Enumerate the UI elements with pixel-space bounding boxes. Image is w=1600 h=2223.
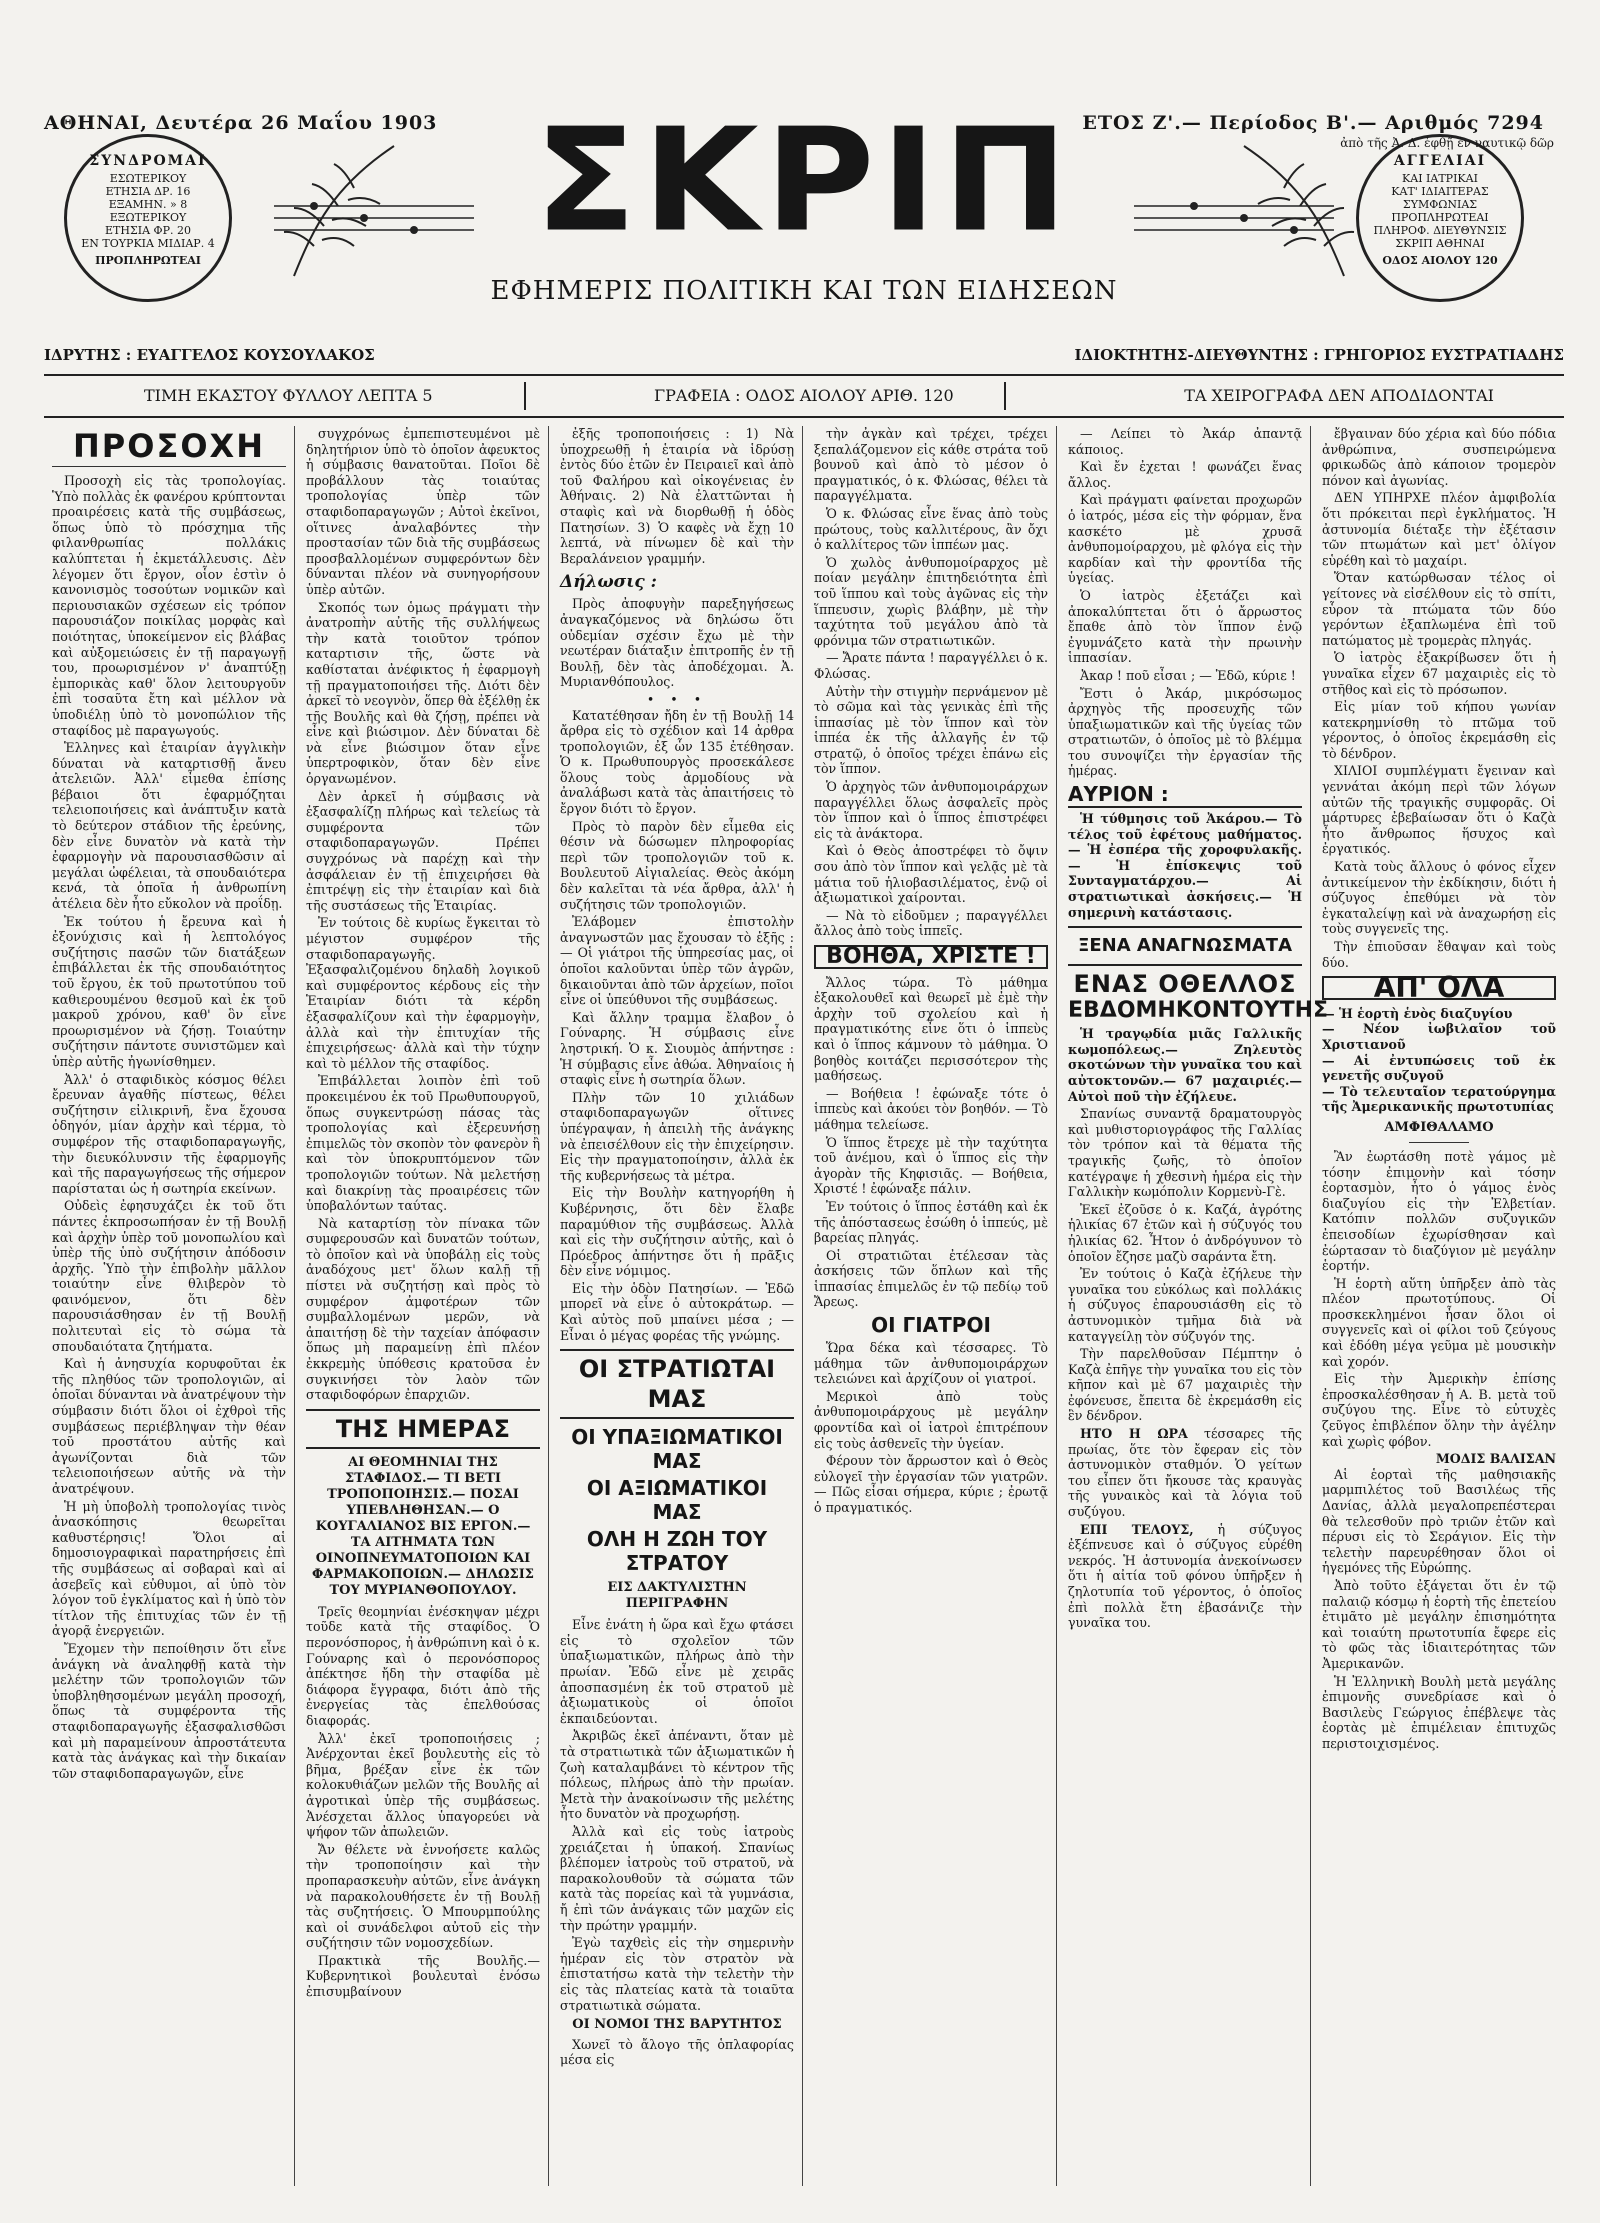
article-heading-from-everything: ΑΠ' ΟΛΑ xyxy=(1322,976,1556,1000)
seal-line: ΕΣΩΤΕΡΙΚΟΥ xyxy=(109,172,187,185)
article-paragraph: — Βοήθεια ! ἐφώναξε τότε ὁ ἱππεὺς καὶ ἀκούει τὸν βοηθόν. — Τὸ μάθημα τελείωσε. xyxy=(814,1085,1048,1132)
column-5 xyxy=(1068,426,1329,2186)
article-paragraph: Ὁ ἰατρὸς ἐξακρίβωσεν ὅτι ἡ γυναῖκα εἶχεν 67 μαχαιριὲς εἰς τὸ στῆθος καὶ εἰς τὸ πρόσωπον. xyxy=(1322,650,1556,697)
article-heading-attention: ΠΡΟΣΟΧΗ xyxy=(52,426,286,467)
article-paragraph: Ἐν τούτοις ὁ Καζὰ ἐζήλευε τὴν γυναῖκα του εὐκόλως καὶ πολλάκις ἡ σύζυγος ἐπαρουσιάσθη εἰς τὸ ἀστυνομικὸν τμῆμα διὰ νὰ καταγγείλῃ τὸν σύζυγόν της. xyxy=(1068,1266,1302,1344)
article-paragraph: Πρακτικὰ τῆς Βουλῆς.— Κυβερνητικοὶ βουλευταὶ ἐνόσω ἐπισυμβαίνουν xyxy=(306,1952,540,2000)
subscriptions-title: ΣΥΝΔΡΟΜΑΙ xyxy=(89,153,207,169)
list-item: — Αἱ ἐντυπώσεις τοῦ ἐκ γενετῆς συζυγοῦ xyxy=(1322,1052,1556,1084)
article-title: ΕΝΑΣ ΟΘΕΛΛΟΣ xyxy=(1073,970,1297,999)
article-paragraph: Πρὸς τὸ παρὸν δὲν εἶμεθα εἰς θέσιν νὰ δώσωμεν πληροφορίας περὶ τῶν τροπολογιῶν τοῦ κ. Βουλευτοῦ Αἰγιαλείας. Θεὸς ἀκόμη δὲν καλεῖται τὰ νέα ἄρθρα, ἀλλ' ἡ συζήτησις τῶν τροπολογιῶν. xyxy=(560,818,794,912)
article-paragraph: Εἰς μίαν τοῦ κήπου γωνίαν κατεκρημνίσθη τὸ πτῶμα τοῦ γέροντος, ὁ ὁποῖος ἐκρεμάσθη εἰς τὸ δένδρον. xyxy=(1322,699,1556,761)
article-paragraph: Νὰ καταρτίσῃ τὸν πίνακα τῶν συμφερουσῶν καὶ δυνατῶν τούτων, τὸ ὁποῖον καὶ νὰ ὑποβάλῃ εἰς τοὺς ἀναδόχους μετ' ὅλων καλῇ τῇ πίστει νὰ συζητήσῃ καὶ πρὸς τὸ συμφέρον ἀμφοτέρων τῶν συμβαλλομένων μερῶν, νὰ ἀπαιτήσῃ δὲ τὴν ταχείαν ἀπόφασιν ὅπως μὴ παραμείνῃ ἐπὶ πλέον ἐκκρεμὴς ὑπόθεσις κρατοῦσα ἐν συγκινήσει τὸν λαὸν τῶν σταφιδοφόρων ἐπαρχιῶν. xyxy=(306,1215,540,1403)
article-heading-tomorrow: ΑΥΡΙΟΝ : xyxy=(1068,782,1302,808)
article-paragraph: Ὁ ἰατρὸς ἐξετάζει καὶ ἀποκαλύπτεται ὅτι ὁ ἄρρωστος ἔπαθε ἀπὸ τὸν ἵππον ἐνῷ ἐγυμνάζετο κατὰ τὴν πρωινὴν ἱππασίαν. xyxy=(1068,587,1302,666)
article-paragraph xyxy=(1068,1426,1302,1520)
article-paragraph: Ἐγὼ ταχθεὶς εἰς τὴν σημερινὴν ἡμέραν εἰς τὸν στρατὸν νὰ ἐπιστατήσω κατὰ τὴν τελετὴν τὴν εἰς τὰς πλατείας κατὰ τὰ τοιαῦτα στρατιωτικὰ σώματα. xyxy=(560,1935,794,2013)
divider xyxy=(44,416,1564,418)
article-paragraph: Τὴν παρελθοῦσαν Πέμπτην ὁ Καζὰ ἐπῆγε τὴν γυναῖκα του εἰς τὸν κῆπον καὶ μὲ 67 μαχαιριὲς τὴν ἐφόνευσε, ἔπειτα δὲ ἐκρεμάσθη εἰς ἓν δένδρον. xyxy=(1068,1346,1302,1424)
article-paragraph: Ἐπιβάλλεται λοιπὸν ἐπὶ τοῦ προκειμένου ἐκ τοῦ Πρωθυπουργοῦ, ὅπως συγκεντρώσῃ πάσας τὰς τροπολογίας καὶ ἐξερευνήσῃ ἐπιμελῶς τὸν σκοπὸν τὸν φανερὸν ἢ καὶ τὸν ὑποκρυπτόμενον τῶν τροπολογιῶν τούτων. Νὰ μελετήσῃ καὶ διακρίνῃ τὰς προαιρέσεις τῶν ὑποβαλόντων ταύτας. xyxy=(306,1073,540,1214)
seal-line: ΠΡΟΠΛΗΡΩΤΕΑΙ xyxy=(1391,211,1489,224)
article-heading-doctors: ΟΙ ΓΙΑΤΡΟΙ xyxy=(871,1313,991,1338)
article-paragraph: Ὁ χωλὸς ἀνθυπομοίραρχος μὲ ποίαν μεγάλην ἐπιτηδειότητα ἐπὶ τοῦ ἵππου καὶ τοὺς ἀγῶνας εἰς τὴν ἵππευσιν, χωρὶς βλάβην, μὲ τὴν ταχύτητα τοῦ μεγάλου ἀπὸ τὰ φρόνιμα τῶν στρατιωτικῶν. xyxy=(814,554,1048,648)
article-paragraph: Οὐδεὶς ἐφησυχάζει ἐκ τοῦ ὅτι πάντες ἐκπροσωπήσαν ἐν τῇ Βουλῇ καὶ ἀρχὴν ὑπὲρ τοῦ μονοπωλίου καὶ ὑπὲρ τῆς ὑπὸ συζήτησιν ἀπόδοσιν ἀρχῆς. Ὑπὸ τὴν ἐπιβολὴν μᾶλλον τοιαύτην εἶνε θλιβερὸν τὸ φαινόμενον, ὅτι δὲν παρουσιάσθησαν ἐν τῇ Βουλῇ πολιτευταὶ εἰς τὸ σώμα τὰ σπουδαιότατα ζητήματα. xyxy=(52,1198,286,1354)
article-paragraph: Καὶ ἡ ἀνησυχία κορυφοῦται ἐκ τῆς πληθύος τῶν τροπολογιῶν, αἱ ὁποῖαι δύνανται νὰ ἀνατρέψουν τὴν σύμβασιν διότι ὅλοι οἱ ἐχθροὶ τῆς συμβάσεως περιέβληψαν τὴν θέαν τοῦ προστάτου αὐτῆς καὶ ἀγωνίζονται διὰ τῶν τελειοποιήσεων αὐτῆς νὰ τὴν ἀνατρέψουν. xyxy=(52,1356,286,1496)
newspaper-page xyxy=(44,96,1564,2186)
seal-line: ΚΑΤ' ΙΔΙΑΙΤΕΡΑΣ xyxy=(1391,185,1489,198)
article-paragraph: Ἀπὸ τοῦτο ἐξάγεται ὅτι ἐν τῷ παλαιῷ κόσμῳ ἡ ἑορτὴ τῆς ἐπετείου ἐτιμᾶτο μὲ μεγάλην ἐπισημότητα καὶ τοιαύτη πρωτοτυπία ἔφερε εἰς τὸ φῶς τὰς ἰδιαιτερότητας τῶν Ἀμερικανῶν. xyxy=(1322,1577,1556,1671)
seal-line: ΣΥΜΦΩΝΙΑΣ xyxy=(1402,198,1478,211)
seal-line: ΕΞΩΤΕΡΙΚΟΥ xyxy=(109,211,187,224)
article-paragraph: Μερικοὶ ἀπὸ τοὺς ἀνθυπομοιράρχους μὲ μεγάλην φροντίδα καὶ οἱ ἰατροὶ ἐπιτρέπουν εἰς τοὺς ἀσθενεῖς τὴν ὑγείαν. xyxy=(814,1388,1048,1451)
article-paragraph: Ὅταν κατώρθωσαν τέλος οἱ γείτονες νὰ εἰσέλθουν εἰς τὸ σπίτι, εὗρον τὰ πτώματα τῶν δύο γερόντων ἐξαπλωμένα ἐπὶ τοῦ πατώματος μὲ τρομερὰς πληγάς. xyxy=(1322,570,1556,648)
article-paragraph: Ἐκεῖ ἐζοῦσε ὁ κ. Καζά, ἀγρότης ἡλικίας 67 ἐτῶν καὶ ἡ σύζυγός του ἡλικίας 62. Ἦτον ὁ ἀνδρόγυνον τὸ ὁποῖον ἔζησε μαζὺ σαράντα ἔτη. xyxy=(1068,1201,1302,1264)
column-rule xyxy=(1056,426,1057,2186)
article-subheading: Ἡ τραγῳδία μιᾶς Γαλλικῆς κωμοπόλεως.— Ζηλευτὸς σκοτώνων τὴν γυναῖκα του καὶ αὐτοκτονῶν.— 67 μαχαιριές.— Αὐτοὶ ποῦ τὴν ἐζήλευε. xyxy=(1068,1026,1302,1104)
notice-lead: Δήλωσις : xyxy=(560,572,657,593)
article-paragraph: Εἰς τὴν Βουλὴν κατηγορήθη ἡ Κυβέρνησις, ὅτι δὲν ἔλαβε παραμύθιον τῆς συμβάσεως. Ἀλλὰ καὶ εἰς τὴν συζήτησιν αὐτῆς, καὶ ὁ Πρόεδρος ἀπήντησε ὅτι ἡ πρᾶξις δὲν εἶνε νόμιμος. xyxy=(560,1185,794,1279)
price-notice: ΤΙΜΗ ΕΚΑΣΤΟΥ ΦΥΛΛΟΥ ΛΕΠΤΑ 5 xyxy=(144,386,433,405)
seal-line: ΣΚΡΙΠ ΑΘΗΝΑΙ xyxy=(1395,237,1485,250)
article-dateline: ΑΜΦΙΘΑΛΑΜΟ xyxy=(1384,1119,1494,1135)
fern-ornament-icon xyxy=(274,136,414,286)
article-paragraph: Καὶ ὁ Θεὸς ἀποστρέφει τὸ ὄψιν σου ἀπὸ τὸν ἵππον καὶ γελᾷς μὲ τὰ μάτια τοῦ ἡλιοβασιλέματος, ἐνῷ οἱ ἀξιωματικοὶ χαίρονται. xyxy=(814,843,1048,906)
article-subheading: ΟΙ ΝΟΜΟΙ ΤΗΣ ΒΑΡΥΤΗΤΟΣ xyxy=(572,2017,782,2033)
list-item: — Νέον ἰωβιλαῖον τοῦ Χριστιανοῦ xyxy=(1322,1021,1556,1052)
ads-seal xyxy=(1356,134,1524,302)
column-4 xyxy=(814,426,1048,2186)
founder-line: ΙΔΡΥΤΗΣ : ΕΥΑΓΓΕΛΟΣ ΚΟΥΣΟΥΛΑΚΟΣ xyxy=(44,346,375,364)
article-paragraph: Αὐτὴν τὴν στιγμὴν περνάμενον μὲ τὸ σῶμα καὶ τὰς γενικὰς ἐπὶ τῆς ἱππασίας μὲ τὸν ἵππον καὶ τὸν ἱππέα ἐκ τῆς ἀλλαγῆς ἐν τῷ στρατῷ, ὁ ὁποῖος τρέχει ἐπάνω εἰς τὸν ἵππον. xyxy=(814,683,1048,777)
article-paragraph: Εἰς τὴν ὁδὸν Πατησίων. — Ἐδῶ μπορεῖ νὰ εἶνε ὁ αὐτοκράτωρ. — Καὶ αὐτὸς ποῦ μπαίνει μέσα ; — Εἶναι ὁ μέγας φορέας τῆς γνώμης. xyxy=(560,1280,794,1343)
article-paragraph: Οἱ στρατιῶται ἐτέλεσαν τὰς ἀσκήσεις τῶν ὅπλων καὶ τῆς ἱππασίας ἐπιμελῶς ἐν τῷ πεδίῳ τοῦ Ἄρεως. xyxy=(814,1247,1048,1310)
article-paragraph: Κατὰ τοὺς ἄλλους ὁ φόνος εἶχεν ἀντικείμενον τὴν ἐκδίκησιν, διότι ἡ σύζυγος ἐπεθύμει νὰ τὸν ἐγκαταλείψῃ καὶ νὰ ἀναχωρήσῃ εἰς τοὺς συγγενεῖς της. xyxy=(1322,859,1556,937)
article-paragraph: — Ἄρατε πάντα ! παραγγέλλει ὁ κ. Φλώσας. xyxy=(814,650,1048,681)
seal-line: ΕΞΑΜΗΝ. » 8 xyxy=(108,198,188,211)
paragraph-lead: ΗΤΟ Η ΩΡΑ xyxy=(1080,1426,1188,1442)
info-bar xyxy=(44,378,1564,414)
article-title: ΕΒΔΟΜΗΚΟΝΤΟΥΤΗΣ xyxy=(1068,998,1329,1024)
manuscripts-notice: ΤΑ ΧΕΙΡΟΓΡΑΦΑ ΔΕΝ ΑΠΟΔΙΔΟΝΤΑΙ xyxy=(1184,386,1494,405)
article-paragraph: ἔβγαιναν δύο χέρια καὶ δύο πόδια ἀνθρώπινα, συσπειρώμενα φρικωδῶς ἀπὸ κάποιον τρομερὸν πόνον καὶ ἀγωνίας. xyxy=(1322,426,1556,488)
article-paragraph: — Νὰ τὸ εἰδοῦμεν ; παραγγέλλει ἄλλος ἀπὸ τοὺς ἱππεῖς. xyxy=(814,907,1048,939)
article-paragraph: Ἑλληνες καὶ ἑταιρίαν ἀγγλικὴν δύναται νὰ καταρτισθῇ ἄνευ ἀτελειῶν. Ἀλλ' εἶμεθα ἐπίσης βέβαιοι ὅτι ἐφαρμόζηται τελειοποιήσεις καὶ ἀνάπτυξιν κατὰ τὸ δεύτερον στάδιον τῆς ἐρεύνης, δὲν εἶνε δυνατὸν νὰ κατὰ τὴν ἐφαρμογὴν νὰ παρουσιασθῶσιν αἱ μεγάλαι ὠφέλειαι, τὰ σπουδαιότερα κενά, τὰ ὁποῖα ἡ ἀνθρωπίνη ἀτέλεια δὲν ἦτο εὔκολον νὰ προΐδῃ. xyxy=(52,740,286,912)
paragraph-lead: ΕΠΙ ΤΕΛΟΥΣ, xyxy=(1080,1521,1194,1537)
issue-number: ΕΤΟΣ Ζ'.— Περίοδος Β'.— Αριθμός 7294 xyxy=(1082,112,1544,134)
paragraph-text: τέσσαρες τῆς πρωίας, ὅτε τὸν ἔφεραν εἰς τὸν ἀστυνομικὸν σταθμόν. Ὁ γείτων του εἶπεν ὅτι ἤκουσε τὰς κραυγὰς τῆς γυναικὸς καὶ τὰ λόγια τοῦ συζύγου. xyxy=(1068,1426,1302,1520)
article-paragraph: Ἐκ τούτου ἡ ἔρευνα καὶ ἡ ἐξονύχισις καὶ ἡ λεπτολόγος συζήτησις πασῶν τῶν διατάξεων ἐπιβάλλεται ἐκ τῆς σπουδαιότητος τοῦ ἔργου, ἐκ τοῦ πρωτοτύπου τοῦ καθιερουμένου θεσμοῦ καὶ ἐκ τοῦ μακροῦ χρόνου, καθ' ὃν εἶνε προωρισμένον νὰ ζήσῃ. Τοιαύτην συζήτησιν πάντοτε συνιστῶμεν καὶ ὑπὲρ αὐτῆς ἠγωνίσθημεν. xyxy=(52,913,286,1069)
article-paragraph: Καὶ ἄλλην τραμμα ἔλαβον ὁ Γούναρης. Ἡ σύμβασις εἶνε ληστρική. Ὁ κ. Σιουμὸς ἀπήντησε : Ἡ σύμβασις εἶνε ἀθώα. Ἀθηναίοις ἡ σταφὶς εἶνε ἡ σωτηρία ὅλων. xyxy=(560,1009,794,1088)
notice-text: Πρὸς ἀποφυγὴν παρεξηγήσεως ἀναγκαζόμενος νὰ δηλώσω ὅτι οὐδεμίαν σχέσιν ἔχω μὲ τὴν νεωτέραν διάταξιν ἐπιτροπῆς ἐν τῇ Βουλῇ, δὲν τὰς ἀποδέχομαι. Ἀ. Μυριανθόπουλος. xyxy=(560,596,794,690)
article-subheading: ΟΙ ΥΠΑΞΙΩΜΑΤΙΚΟΙ ΜΑΣ xyxy=(571,1425,783,1474)
article-paragraph: Ἡ Ἐλληνικὴ Βουλὴ μετὰ μεγάλης ἐπιμονῆς συνεδρίασε καὶ ὁ Βασιλεὺς Γεώργιος ἐπέβλεψε τὰς ἑορτὰς μὲ ἐπιμέλειαν ἐπιτυχῶς περιστοιχισμένος. xyxy=(1322,1673,1556,1751)
article-paragraph: — Λείπει τὸ Ἀκάρ ἀπαντᾷ κάποιος. xyxy=(1068,426,1302,457)
column-2 xyxy=(306,426,540,2186)
offices-notice: ΓΡΑΦΕΙΑ : ΟΔΟΣ ΑΙΟΛΟΥ ΑΡΙΘ. 120 xyxy=(654,386,954,405)
ads-footer: ΟΔΟΣ ΑΙΟΛΟΥ 120 xyxy=(1382,254,1498,267)
seal-line: ΕΤΗΣΙΑ ΔΡ. 16 xyxy=(105,185,191,198)
issue-subline: ἀπὸ τῆς Ἀ. Δ. ἐφθῇ ἐν ναυτικῷ δῶρ xyxy=(1340,136,1554,150)
divider: • • • xyxy=(646,691,708,707)
article-subheading: ΕΙΣ ΔΑΚΤΥΛΙΣΤΗΝ ΠΕΡΙΓΡΑΦΗΝ xyxy=(607,1580,747,1612)
article-paragraph: Ὥρα δέκα καὶ τέσσαρες. Τὸ μάθημα τῶν ἀνθυπομοιράρχων τελειώνει καὶ ἀρχίζουν οἱ γιατροί. xyxy=(814,1340,1048,1387)
list-item: — Ἡ ἑορτὴ ἑνὸς διαζυγίου xyxy=(1322,1005,1513,1021)
article-paragraph: Ἡ ἑορτὴ αὕτη ὑπῆρξεν ἀπὸ τὰς πλέον πρωτοτύπους. Οἱ προσκεκλημένοι ἦσαν ὅλοι οἱ συγγενεῖς καὶ οἱ φίλοι τοῦ ζεύγους καὶ ἐδόθη μέγα γεῦμα μὲ μουσικὴν καὶ χορόν. xyxy=(1322,1275,1556,1369)
article-paragraph: Ἄλλος τώρα. Τὸ μάθημα ἐξακολουθεῖ καὶ θεωρεῖ μὲ ἐμὲ τὴν ἀρχὴν τοῦ σχολείου καὶ ἡ πραγματικότης εἶνε ὅτι ὁ ἱππεὺς καὶ ὁ ἵππος κάμνουν τὸ μάθημα. Ὁ βοηθὸς κοιτάζει περισσότερον τὴς μαθήσεως. xyxy=(814,974,1048,1084)
newspaper-title: ΣΚΡΙΠ xyxy=(534,98,1074,264)
paragraph-text: ἡ σύζυγος ἐξέπνευσε καὶ ὁ σύζυγος εὑρέθη νεκρός. Ἡ ἀστυνομία ἀνεκοίνωσεν ὅτι ἡ αἰτία τοῦ φόνου ὑπῆρξεν ἡ ζηλοτυπία τοῦ γέροντος, ὁ ὁποῖος ἐπὶ πολλὰ ἔτη ἐβασάνιζε τὴν γυναῖκα του. xyxy=(1068,1521,1302,1631)
article-paragraph: Χωνεῖ τὸ ἄλογο τῆς ὁπλαφορίας μέσα εἰς xyxy=(560,2036,794,2068)
article-paragraph: Καὶ πράγματι φαίνεται προχωρῶν ὁ ἰατρός, μέσα εἰς τὴν φόρμαν, ἕνα κασκέτο μὲ χρυσᾶ ἀνθυπομοίραρχου, μὲ φλόγα εἰς τὴν καρδίαν καὶ τὴν φροντίδα τῆς ὑγείας. xyxy=(1068,492,1302,586)
seal-line: ΚΑΙ ΙΑΤΡΙΚΑΙ xyxy=(1402,172,1478,185)
article-paragraph: Ἀκαρ ! ποῦ εἶσαι ; — Ἐδῶ, κύριε ! xyxy=(1080,667,1296,683)
article-paragraph: συγχρόνως ἐμπεπιστευμένοι μὲ δηλητήριον ὑπὸ τὸ ὁποῖον ἀφευκτος ἡ σύμβασις θανατοῦται. Ποῖοι δὲ προβάλλουν τὰς τοιαύτας τροπολογίας ὑπὲρ τῶν σταφιδοπαραγωγῶν ; Αὐτοὶ ἐκεῖνοι, οἵτινες ἀναλαβόντες τὴν προστασίαν τῶν διὰ τῆς συμβάσεως προσβαλλομένων συμφερόντων δὲν δύνανται πλέον νὰ συνηγορήσουν ὑπὲρ αὐτῶν. xyxy=(306,426,540,597)
divider xyxy=(524,382,526,410)
column-rule xyxy=(1310,426,1311,2186)
divider xyxy=(1409,1142,1469,1143)
seal-line: ΕΝ ΤΟΥΡΚΙΑ ΜΙΔΙΑΡ. 4 xyxy=(81,237,215,250)
divider xyxy=(1004,382,1006,410)
article-paragraph: Ἀκριβῶς ἐκεῖ ἀπέναντι, ὅταν μὲ τὰ στρατιωτικὰ τῶν ἀξιωματικῶν ἡ ζωὴ καταλαμβάνει τὸ κέντρον τῆς πόλεως, πλήρως ἀπὸ τὴν πρωίαν. Μετὰ τὴν ἀνακοίνωσιν τῆς μελέτης ἦτο δυνατὸν νὰ προχωρήσῃ. xyxy=(560,1728,794,1822)
article-subheading: ΟΙ ΑΞΙΩΜΑΤΙΚΟΙ ΜΑΣ xyxy=(586,1476,768,1525)
article-paragraph: Ἂν ἐωρτάσθη ποτὲ γάμος μὲ τόσην ἐπιμονὴν καὶ τόσην ἑορτασμὸν, ἦτο ὁ γάμος ἑνὸς διαζυγίου εἰς τὴν Ἐλβετίαν. Κατόπιν πολλῶν συζυγικῶν ἐπεισοδίων ἐχωρίσθησαν καὶ ἐώρτασαν τὸ διαζύγιον μὲ μεγάλην ἑορτήν. xyxy=(1322,1148,1556,1274)
article-paragraph: Δὲν ἀρκεῖ ἡ σύμβασις νὰ ἐξασφαλίζῃ πλήρως καὶ τελείως τὰ συμφέροντα τῶν σταφιδοπαραγωγῶν. Πρέπει συγχρόνως νὰ παρέχῃ καὶ τὴν ἀσφάλειαν ἐν τῇ ἐπιχειρήσει θὰ ἐπιτρέψῃ εἰς τὴν ἑταιρίαν καὶ διὰ τῆς συστάσεως τῆς Ἑταιρίας. xyxy=(306,788,540,913)
column-1 xyxy=(52,426,286,2186)
article-heading-help: ΒΟΗΘΑ, ΧΡΙΣΤΕ ! xyxy=(814,945,1048,969)
article-paragraph: Τρεῖς θεομηνίαι ἐνέσκηψαν μέχρι τοῦδε κατὰ τῆς σταφίδος. Ὁ περονόσπορος, ἡ ἀνθρώπινη καὶ ὁ κ. Γούναρης καὶ ὁ περονόσπορος ἀπέκτησε ἤδη τὴν σταφίδα μὲ διάφορα ἔγγραφα, διότι ἀπὸ τῆς ἐνεργείας τὰς ἐπελθούσας διαφοράς. xyxy=(306,1603,540,1728)
tomorrow-text: Ἡ τύθμησις τοῦ Ἀκάρου.— Τὸ τέλος τοῦ ἐφέτους μαθήματος.— Ἡ ἐσπέρα τῆς χοροφυλακῆς.— Ἡ ἐπίσκεψις τοῦ Συνταγματάρχου.— Αἱ στρατιωτικαὶ ἀσκήσεις.— Ἡ σημερινὴ κατάστασις. xyxy=(1068,811,1302,920)
divider xyxy=(44,374,1564,376)
article-paragraph: Ἄν θέλετε νὰ ἐννοήσετε καλῶς τὴν τροποποίησιν καὶ τὴν προπαρασκευὴν αὐτῶν, εἶνε ἀνάγκη νὰ παρακολουθήσετε ἐν τῇ Βουλῇ τὰς συζητήσεις. Ὁ Μπουρμπούλης καὶ οἱ συνάδελφοι αὐτοῦ εἰς τὴν συζήτησιν τῶν νομοσχεδίων. xyxy=(306,1841,540,1951)
column-3 xyxy=(560,426,794,2186)
article-paragraph: Ἔστι ὁ Ἀκάρ, μικρόσωμος ἀρχηγὸς τῆς προσευχῆς τῶν ὑπαξιωματικῶν καὶ τῆς ὑγείας τῶν στρατιωτῶν, ὁ ὁποῖος μὲ τὸ βλέμμα του συνοψίζει τὴν ἐργασίαν τῆς ἡμέρας. xyxy=(1068,685,1302,779)
newspaper-subtitle: ΕΦΗΜΕΡΙΣ ΠΟΛΙΤΙΚΗ ΚΑΙ ΤΩΝ ΕΙΔΗΣΕΩΝ xyxy=(490,276,1118,306)
article-paragraph: Πλὴν τῶν 10 χιλιάδων σταφιδοπαραγωγῶν οἵτινες ὑπέγραψαν, ἡ ἀπειλὴ τῆς ἀνάγκης νὰ ἐπεισέλθουν εἰς τὴν ἐπιχείρησιν. Εἰς τὴν πραγματοποίησιν, ἀλλὰ ἐκ τῆς κυβερνήσεως τὰ μέτρα. xyxy=(560,1089,794,1183)
column-6 xyxy=(1322,426,1556,2186)
article-paragraph: Προσοχὴ εἰς τὰς τροπολογίας. Ὑπὸ πολλὰς ἐκ φανέρου κρύπτονται προαιρέσεις κατὰ τῆς συμβάσεως, ὅπως ὑπὸ τὸ πρόσχημα τῆς φιλανθρωπίας πολλάκις καλύπτεται ἡ ἐκμετάλλευσις. Δὲν λέγομεν ὅτι ἔργον, οἷον ἐστὶν ὁ κανονισμὸς τοσούτων νομικῶν καὶ περιουσιακῶν σχέσεων εἰς τρόπον παρουσιάζον ποικίλας μορφὰς καὶ ποιότητας, ὑποκείμενον εἰς βλάβας καὶ αὐξομειώσεις ἐν τῇ παραγωγῇ του, προωρισμένον ν' ἀναπτύξῃ ἐμπορικὰς καθ' ὅλον λειτουργοῦν ἐπὶ τοσαῦτα ἔτη καὶ μέλλον νὰ ὑποδιέλῃ ὑπὸ τὸ μονοπώλιον τῆς σταφίδος μὲ παραγωγούς. xyxy=(52,473,286,738)
article-paragraph: ἐξῆς τροποποιήσεις : 1) Νὰ ὑποχρεωθῇ ἡ ἑταιρία νὰ ἱδρύσῃ ἐντὸς δύο ἐτῶν ἐν Πειραιεῖ καὶ ἀπὸ τοῦ Φαλήρου καὶ οἰκογένειας ἐν Ἀθήναις. 2) Νὰ ἐλαττῶνται ἡ σταφὶς καὶ νὰ διορθωθῇ ἡ ὁδὸς Πατησίων. 3) Ὁ καφὲς νὰ ἔχῃ 10 λεπτά, νὰ πίνωμεν δὲ καὶ τὴν Βεραλάνειον γραμμήν. xyxy=(560,426,794,566)
article-paragraph: Εἰς τὴν Ἀμερικὴν ἐπίσης ἐπροσκαλέσθησαν ἡ Α. Β. μετὰ τοῦ συζύγου της. Εἶνε τὸ εὐτυχὲς ζεῦγος ἐπιβλέπον ὅλην τὴν ἀγέλην καὶ χωρὶς φόβον. xyxy=(1322,1371,1556,1449)
article-paragraph: Ὁ ἀρχηγὸς τῶν ἀνθυπομοιράρχων παραγγέλλει ὅλως ἀσφαλεῖς πρὸς τὸν ἵππον καὶ ὁ ἵππος ἐπιστρέφει εἰς τὰ ἀνάκτορα. xyxy=(814,779,1048,841)
article-paragraph: Ὁ κ. Φλώσας εἶνε ἕνας ἀπὸ τοὺς πρώτους, τοὺς καλλιτέρους, ἂν ὄχι ὁ καλλίτερος τῶν ἱππέων μας. xyxy=(814,505,1048,553)
column-rule xyxy=(802,426,803,2186)
article-paragraph: Φέρουν τὸν ἄρρωστον καὶ ὁ Θεὸς εὐλογεῖ τὴν ἐργασίαν τῶν γιατρῶν. — Πῶς εἶσαι σήμερα, κύριε ; ἐρωτᾷ ὁ πραγματικός. xyxy=(814,1453,1048,1515)
article-heading-foreign-reads: ΞΕΝΑ ΑΝΑΓΝΩΣΜΑΤΑ xyxy=(1068,926,1302,966)
article-paragraph: Κατατέθησαν ἤδη ἐν τῇ Βουλῇ 14 ἄρθρα εἰς τὸ σχέδιον καὶ 14 ἀρθρα τροπολογιῶν, ἐξ ὧν 135 ἐτέθησαν. Ὁ κ. Πρωθυπουργὸς προσεκάλεσε ὅλους τοὺς ἀρμοδίους νὰ ἀναλάβωσι κατὰ τὰς ἀπαιτήσεις τὸ ἔργον διότι τὸ ἔργον. xyxy=(560,707,794,817)
article-heading-soldiers: ΟΙ ΣΤΡΑΤΙΩΤΑΙ ΜΑΣ xyxy=(560,1349,794,1419)
article-paragraph: Ἐλάβομεν ἐπιστολὴν ἀναγνωστῶν μας ἔχουσαν τὸ ἑξῆς : — Οἱ γιάτροι τῆς ὑπηρεσίας μας, οἱ ὁποῖοι καλοῦνται ὑπὲρ τῶν ἀγρῶν, δικαιοῦνται ἀπὸ τῶν ἀρχείων, ποῖοι εἶνε οἱ ὑπεύθυνοι τῆς συμβάσεως. xyxy=(560,914,794,1008)
article-subheading: ΟΛΗ Η ΖΩΗ ΤΟΥ ΣΤΡΑΤΟΥ xyxy=(586,1527,768,1576)
article-paragraph: Ἐν τούτοις δὲ κυρίως ἔγκειται τὸ μέγιστον συμφέρον τῆς σταφιδοπαραγωγῆς. Ἐξασφαλιζομένου δηλαδὴ λογικοῦ καὶ συμφέροντος κέρδους εἰς τὴν Ἑταιρίαν διότι τὰ κέρδη ἐξασφαλίζουν καὶ τὴν ἐφαρμογὴν, ἀλλὰ καὶ τὴν ἐπιτυχίαν τῆς ἐπιχειρήσεως· ἀλλὰ καὶ τὴν τύχην καὶ τὸ μέλλον τῆς σταφίδος. xyxy=(306,915,540,1071)
article-paragraph: Εἶνε ἐνάτη ἡ ὥρα καὶ ἔχω φτάσει εἰς τὸ σχολεῖον τῶν ὑπαξιωματικῶν, πλήρως ἀπὸ τὴν πρωίαν. Ἐδῶ εἶνε μὲ χειρᾶς ἀποσπασμένη ἐκ τοῦ στρατοῦ μὲ ἀξιωματικοὺς οἱ ὁποῖοι ἐκπαιδεύονται. xyxy=(560,1617,794,1726)
article-paragraph xyxy=(1068,1522,1302,1631)
article-subheading: ΑΙ ΘΕΟΜΗΝΙΑΙ ΤΗΣ ΣΤΑΦΙΔΟΣ.— ΤΙ ΒΕΤΙ ΤΡΟΠΟΠΟΙΗΣΙΣ.— ΠΟΣΑΙ ΥΠΕΒΛΗΘΗΣΑΝ.— Ο ΚΟΥΓΑΛΙΑΝΟΣ ΒΙΣ ΕΡΓΟΝ.— ΤΑ ΑΙΤΗΜΑΤΑ ΤΩΝ ΟΙΝΟΠΝΕΥΜΑΤΟΠΟΙΩΝ ΚΑΙ ΦΑΡΜΑΚΟΠΟΙΩΝ.— ΔΗΛΩΣΙΣ ΤΟΥ ΜΥΡΙΑΝΘΟΠΟΥΛΟΥ. xyxy=(312,1454,534,1598)
article-paragraph: Ἀλλ' ἐκεῖ τροποποιήσεις ; Ἀνέρχονται ἐκεῖ βουλευτὴς εἰς τὸ βῆμα, βρέξαν εἶνε ἐκ τῶν κολοκυθιάζων μελῶν τῆς Βουλῆς αἱ ἀγροτικαὶ ὑπὲρ τῆς συμβάσεως. Ἀνέσχεται ἄλλος ὑπαγορεύει νὰ ψήφον τῶν ἀπωλειῶν. xyxy=(306,1730,540,1840)
fern-ornament-icon xyxy=(1224,136,1364,286)
article-paragraph: Ἀλλ' ὁ σταφιδικὸς κόσμος θέλει ἔρευναν ἀγαθῆς πίστεως, θέλει συζήτησιν εἰλικρινῆ, ἔνα ἔχουσα ὁδηγόν, μίαν ἀρχὴν καὶ τέρμα, τὸ συμφέρον τῆς σταφιδοπαραγωγῆς, τὴν διευκόλυνσιν τῆς ἐφαρμογῆς καὶ τῆς παραγωγήσεως τῆς σήμερον παρίσταται ὡς ἡ σωτηρία εκείνων. xyxy=(52,1071,286,1196)
article-paragraph: Σπανίως συναντᾷ δραματουργὸς καὶ μυθιστοριογράφος τῆς Γαλλίας τὸν τρόπον καὶ τὰ θέματα τῆς τραγικῆς ζωῆς, τὸ ὁποῖον κατέγραψε ἡ χθεσινὴ ἡμέρα εἰς τὴν Γαλλικὴν κωμόπολιν Κορμενὺ-Γὲ. xyxy=(1068,1106,1302,1200)
subscriptions-seal xyxy=(64,134,232,302)
article-paragraph: Αἱ ἑορταὶ τῆς μαθησιακῆς μαρμπιλέτος τοῦ Βασιλέως τῆς Δανίας, ἀλλὰ μεγαλοπρεπέστεραι θὰ τελεσθοῦν πρὸ τριῶν ἐτῶν καὶ πέρυσι εἰς τὸ Σεράγιον. Εἰς τὴν τελετὴν παρευρέθησαν ὅλοι οἱ ἡγεμόνες τῆς Εὐρώπης. xyxy=(1322,1466,1556,1576)
seal-line: ΕΤΗΣΙΑ ΦΡ. 20 xyxy=(105,224,191,237)
article-paragraph: Ὁ ἵππος ἔτρεχε μὲ τὴν ταχύτητα τοῦ ἀνέμου, καὶ ὁ ἵππος εἰς τὴν ἀγορὰν τῆς Κηφισιᾶς. — Βοήθεια, Χριστέ ! ἐφώναξε πάλιν. xyxy=(814,1134,1048,1197)
article-paragraph: Ἡ μὴ ὑποβολὴ τροπολογίας τινὸς ἀνασκόπησις θεωρεῖται καθυστέρησις! Ὅλοι αἱ δημοσιογραφικαὶ παρατηρήσεις ἐπὶ τῆς συμβάσεως αἱ σοβαραὶ καὶ αἱ ἀσεβεῖς καὶ εὐθυμοι, αἱ ὑπὸ τὸν λόγον τοῦ ἐγκλίματος καὶ ἡ ὑπὸ τὸν τίτλον τῆς ἐπιτυχίας τῶν ἐν τῇ ἀγορᾷ ἐνεργειῶν. xyxy=(52,1498,286,1639)
director-line: ΙΔΙΟΚΤΗΤΗΣ-ΔΙΕΥΘΥΝΤΗΣ : ΓΡΗΓΟΡΙΟΣ ΕΥΣΤΡΑΤΙΑΔΗΣ xyxy=(1074,346,1564,364)
article-signature: ΜΟΔΙΣ ΒΑΛΙΣΑΝ xyxy=(1435,1451,1556,1467)
column-rule xyxy=(294,426,295,2186)
article-paragraph: Ἔχομεν τὴν πεποίθησιν ὅτι εἶνε ἀνάγκη νὰ ἀναληφθῇ κατὰ τὴν μελέτην τῶν τροπολογιῶν τῶν ὑποβληθησομένων μεγάλη προσοχή, ὅπως τὰ συμφέροντα τῆς σταφιδοπαραγωγῆς ἐξασφαλισθῶσι καὶ μὴ παραμείνουν ἀπροστάτευτα κατὰ τὰς ἀνάγκας καὶ τὴν δικαίαν τῶν σταφιδοπαραγωγῶν, εἶνε xyxy=(52,1640,286,1781)
article-paragraph: ΔΕΝ ΥΠΗΡΧΕ πλέον ἀμφιβολία ὅτι πρόκειται περὶ ἐγκλήματος. Ἡ ἀστυνομία διέταξε τὴν ἐξέτασιν τῶν πτωμάτων καὶ μετ' ὀλίγον εὑρέθη καὶ τὸ μαχαίρι. xyxy=(1322,490,1556,568)
article-paragraph: Καὶ ἔν ἐχεται ! φωνάζει ἕνας ἄλλος. xyxy=(1068,459,1302,490)
article-paragraph: Ἀλλὰ καὶ εἰς τοὺς ἰατροὺς χρειάζεται ἡ ὑπακοή. Σπανίως βλέπομεν ἰατροὺς τοῦ στρατοῦ, νὰ παρακολουθοῦν τὰ σώματα τῶν κατὰ τὰς πορείας καὶ τὰ γυμνάσια, ἤ ἐπὶ τῶν ἀνάγκαις τῶν μαχῶν εἰς τὴν πρώτην γραμμήν. xyxy=(560,1823,794,1933)
article-paragraph: τὴν ἀγκὰν καὶ τρέχει, τρέχει ξεπαλάζομενον εἰς κάθε στράτα τοῦ βουνοῦ καὶ ἀπὸ τὸ μέσον ὁ πραγματικός, ὁ κ. Φλώσας, θέλει τὰ παραγγέλματα. xyxy=(814,426,1048,504)
subscriptions-footer: ΠΡΟΠΛΗΡΩΤΕΑΙ xyxy=(95,254,201,267)
article-heading-of-the-day: ΤΗΣ ΗΜΕΡΑΣ xyxy=(306,1409,540,1449)
seal-line: ΠΛΗΡΟΦ. ΔΙΕΥΘΥΝΣΙΣ xyxy=(1373,224,1507,237)
list-item: — Τὸ τελευταῖον τερατούργημα τῆς Ἀμερικανικῆς πρωτοτυπίας xyxy=(1322,1083,1556,1115)
ads-title: ΑΓΓΕΛΙΑΙ xyxy=(1393,153,1487,169)
article-paragraph: Ἐν τούτοις ὁ ἵππος ἐστάθη καὶ ἐκ τῆς ἀπόστασεως ἐσώθη ὁ ἱππεύς, μὲ βαρείας πληγάς. xyxy=(814,1198,1048,1246)
issue-date: ΑΘΗΝΑΙ, Δευτέρα 26 Μαΐου 1903 xyxy=(44,112,438,134)
article-paragraph: Σκοπός των ὁμως πράγματι τὴν ἀνατροπὴν αὐτῆς τῆς συλλήψεως τὴν κατὰ τοιοῦτον τρόπον καταρτισιν τῆς, ὥστε νὰ καθίσταται ἀνέφικτος ἡ ἐφαρμογὴ τῇ πραγματοποιήσει τῆς. Διότι δὲν ἀρκεῖ τὸ νεογνὸν, ὅπερ θὰ ἐξέλθῃ ἐκ τῆς Βουλῆς καὶ θὰ ζήσῃ, πρέπει νὰ εἶνε καὶ βιώσιμον. Δὲν δύναται δὲ νὰ εἶνε βιώσιμον ὅταν εἶνε ὑπερτροφικὸν, ὅταν δὲν εἶνε ὀργανωμένον. xyxy=(306,599,540,787)
column-rule xyxy=(548,426,549,2186)
article-paragraph: ΧΙΛΙΟΙ συμπλέγματι ἔγειναν καὶ γεννάται ἀκόμη περὶ τῶν λόγων αὐτῶν τῆς τραγικῆς συμφορᾶς. Οἱ μάρτυρες ἐβεβαίωσαν ὅτι ὁ Καζὰ ἦτο ἄνθρωπος ἥσυχος καὶ ἐργατικός. xyxy=(1322,763,1556,857)
article-paragraph: Τὴν ἐπιοῦσαν ἔθαψαν καὶ τοὺς δύο. xyxy=(1322,939,1556,970)
